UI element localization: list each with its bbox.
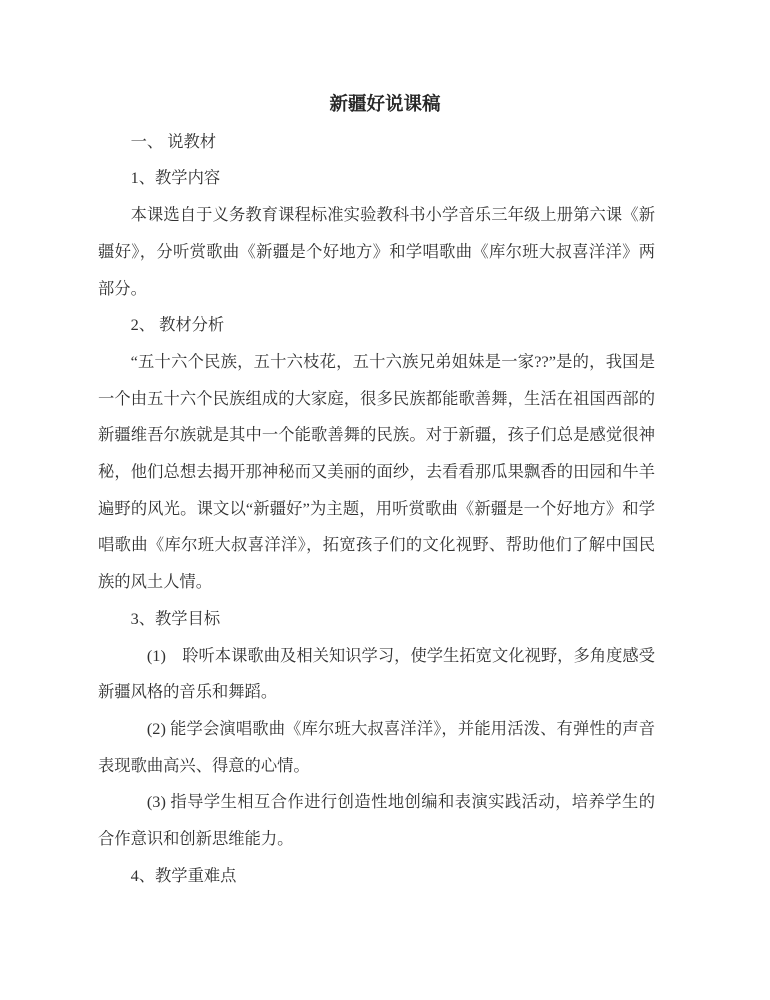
paragraph-9: (3) 指导学生相互合作进行创造性地创编和表演实践活动，培养学生的合作意识和创新思维能力。 [98,792,655,849]
paragraph-5: “五十六个民族，五十六枝花，五十六族兄弟姐妹是一家??”是的，我国是一个由五十六个民族组成的大家庭，很多民族都能歌善舞，生活在祖国西部的新疆维吾尔族就是其中一个能歌善舞的民族。对于新疆，孩子们总是感觉很神秘，他们总想去揭开那神秘而又美丽的面纱，去看看那瓜果飘香的田园和牛羊遍野的风光。课文以“新疆好”为主题，用听赏歌曲《新疆是一个好地方》和学唱歌曲《库尔班大叔喜洋洋》，拓宽孩子们的文化视野、帮助他们了解中国民族的风土人情。 [98,351,655,592]
paragraph-7: (1) 聆听本课歌曲及相关知识学习，使学生拓宽文化视野，多角度感受新疆风格的音乐和舞蹈。 [98,645,655,702]
paragraph-4: 2、 教材分析 [130,315,225,335]
document-body [98,124,672,895]
paragraph-10: 4、教学重难点 [130,865,237,885]
paragraph-2: 1、教学内容 [130,168,221,188]
paragraph-6: 3、教学目标 [130,608,221,628]
paragraph-3: 本课选自于义务教育课程标准实验教科书小学音乐三年级上册第六课《新疆好》，分听赏歌曲《新疆是个好地方》和学唱歌曲《库尔班大叔喜洋洋》两部分。 [98,205,655,298]
document-title: 新疆好说课稿 [329,95,441,115]
paragraph-8: (2) 能学会演唱歌曲《库尔班大叔喜洋洋》，并能用活泼、有弹性的声音表现歌曲高兴、得意的心情。 [98,718,655,775]
paragraph-1: 一、 说教材 [130,131,217,151]
